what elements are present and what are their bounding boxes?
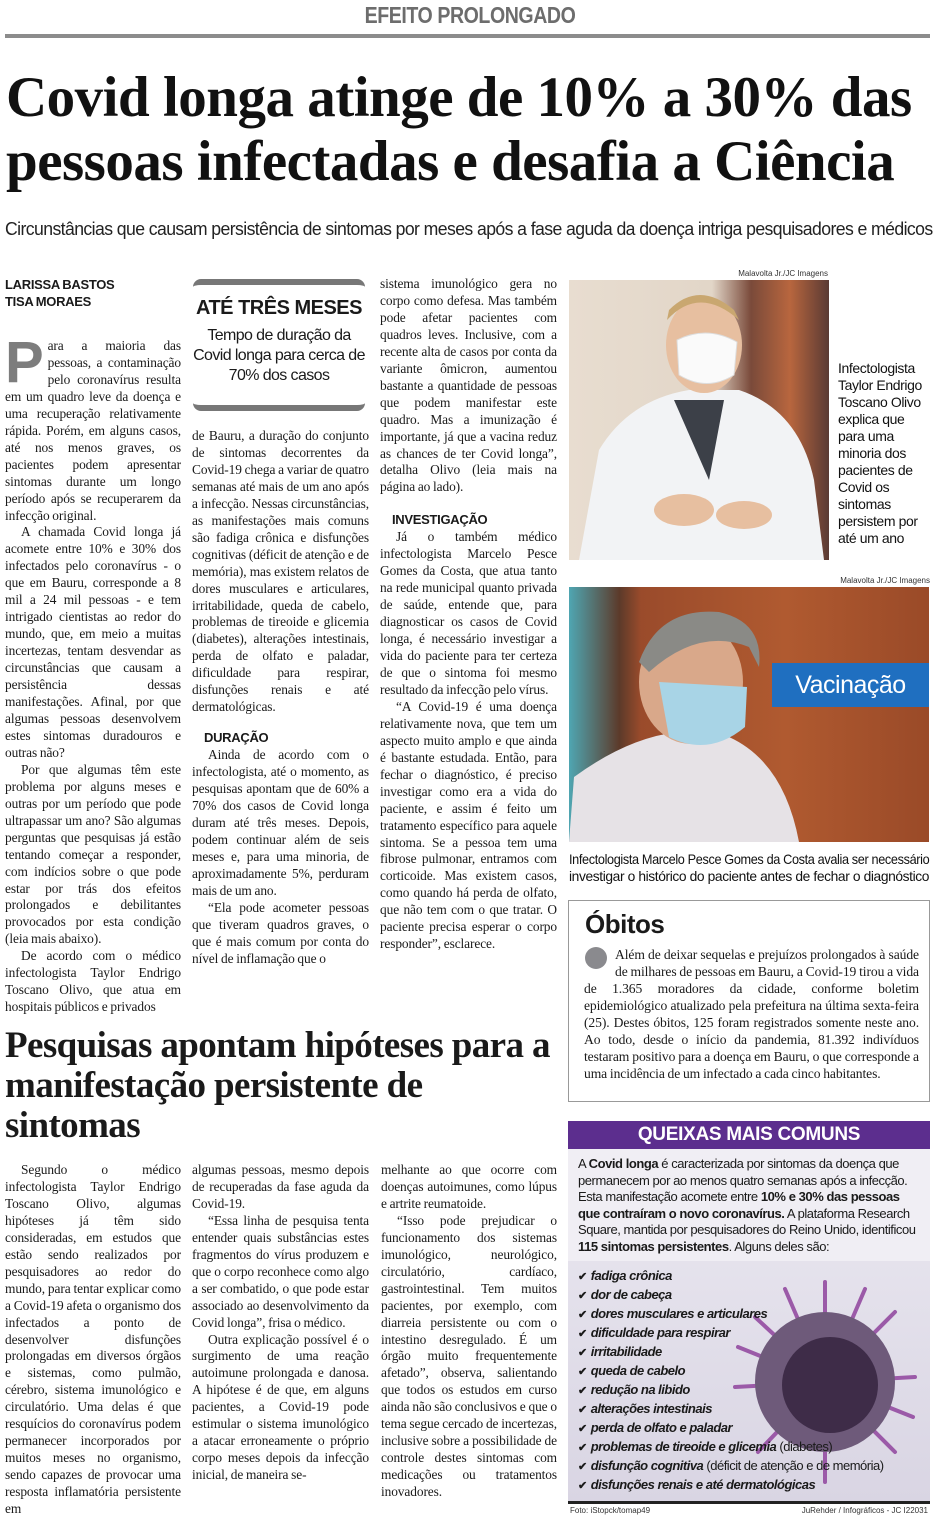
symptom-item: ✔ dor de cabeça bbox=[578, 1287, 672, 1302]
obitos-text: Além de deixar sequelas e prejuízos prolongados à saúde de milhares de pessoas em Bauru, a Covid-19 tirou a vida de 1.365 moradores da cidade, conforme boletim epidemiológico atualizado pela prefeitura na última sexta-feira (25). Destes óbitos, 125 foram registrados somente neste ano. Ao todo, desde o início da pandemia, 81.392 indivíduos testaram positivo para a doença em Bauru, o que corresponde a uma incidência de um infectado a cada cinco habitantes. bbox=[584, 947, 919, 1081]
photo-caption-2: Infectologista Marcelo Pesce Gomes da Costa avalia ser necessário investigar o histórico do paciente antes de fechar o diagnóstico bbox=[569, 851, 930, 884]
article-column-3 bbox=[380, 276, 557, 953]
obitos-box bbox=[568, 900, 930, 1102]
symptom-item: ✔ problemas de tireoide e glicemia (diabetes) bbox=[578, 1439, 833, 1454]
photo-credit: Foto: iStopck/tomap49 bbox=[570, 1506, 651, 1515]
symptom-item: ✔ dificuldade para respirar bbox=[578, 1325, 730, 1340]
bottom-column-2 bbox=[192, 1162, 369, 1484]
secondary-headline: Pesquisas apontam hipóteses para a manifestação persistente de sintomas bbox=[5, 1025, 550, 1146]
obitos-title: Óbitos bbox=[585, 909, 665, 939]
section-kicker: EFEITO PROLONGADO bbox=[364, 2, 576, 28]
check-icon: ✔ bbox=[578, 1423, 587, 1435]
symptom-item: ✔ dores musculares e articulares bbox=[578, 1306, 768, 1321]
check-icon: ✔ bbox=[578, 1461, 587, 1473]
subheading-investigacao: INVESTIGAÇÃO bbox=[392, 512, 488, 528]
paragraph: Para a maioria das pessoas, a contaminação pelo coronavírus resulta em um quadro leve da doença e uma recuperação relativamente rápida. Porém, em alguns casos, até nos menos graves, os pacientes podem apresentar sintomas durante um longo período após se recuperarem da infecção original. bbox=[5, 330, 181, 523]
check-icon: ✔ bbox=[578, 1309, 587, 1321]
symptom-item: ✔ disfunções renais e até dermatológicas bbox=[578, 1477, 816, 1492]
queixas-infobox bbox=[568, 1121, 930, 1501]
paragraph: De acordo com o médico infectologista Taylor Endrigo Toscano Olivo, que atua em hospitais públicos e privados bbox=[5, 948, 181, 1015]
infobox-divider bbox=[568, 1501, 930, 1504]
check-icon: ✔ bbox=[578, 1328, 587, 1340]
pull-quote-title: ATÉ TRÊS MESES bbox=[196, 297, 362, 319]
paragraph: “Ela pode acometer pessoas que tiveram quadros graves, o que é mais comum por conta do nível de inflamação que o bbox=[192, 899, 369, 966]
subtitle: Circunstâncias que causam persistência de sintomas por meses após a fase aguda da doença intriga pesquisadores e médicos bbox=[5, 219, 933, 239]
symptom-item: ✔ alterações intestinais bbox=[578, 1401, 712, 1416]
check-icon: ✔ bbox=[578, 1404, 587, 1416]
pull-quote-box bbox=[193, 279, 365, 411]
doctor-illustration bbox=[569, 587, 929, 842]
symptom-item: ✔ perda de olfato e paladar bbox=[578, 1420, 733, 1435]
symptom-list bbox=[568, 1261, 930, 1495]
infographic-credit: JuRehder / Infográficos - JC I22031 bbox=[801, 1506, 928, 1515]
check-icon: ✔ bbox=[578, 1385, 587, 1397]
check-icon: ✔ bbox=[578, 1290, 587, 1302]
headline: Covid longa atinge de 10% a 30% das pessoas infectadas e desafia a Ciência bbox=[6, 66, 912, 193]
photo-caption-1: Infectologista Taylor Endrigo Toscano Olivo explica que para uma minoria dos pacientes de Covid os sintomas persistem por até um ano bbox=[838, 360, 922, 546]
check-icon: ✔ bbox=[578, 1271, 587, 1283]
photo-credit: Malavolta Jr./JC Imagens bbox=[738, 269, 828, 278]
bottom-column-1 bbox=[5, 1162, 181, 1518]
check-icon: ✔ bbox=[578, 1480, 587, 1492]
photo-credit: Malavolta Jr./JC Imagens bbox=[840, 576, 930, 585]
paragraph: “Isso pode prejudicar o funcionamento dos sistemas imunológico, neurológico, circulatório, cardíaco, gastrointestinal. Tem muitos pacientes, por exemplo, com diarreia persistente ou com o intestino desregulado. É um órgão muito frequentemente afetado”, observa, salientando que todos os estudos em curso ainda não são conclusivos e que o tema segue cercado de incertezas, inclusive sobre a possibilidade de controle destes sintomas com medicações ou tratamentos inovadores. bbox=[381, 1212, 557, 1500]
paragraph: Já o também médico infectologista Marcelo Pesce Gomes da Costa, que atua tanto na rede municipal quanto privada de saúde, entende que, para diagnosticar os casos de Covid longa, é necessário investigar a vida do paciente para ter certeza de que o sintoma foi mesmo resultado da infecção pelo vírus. bbox=[380, 529, 557, 697]
drop-cap: P bbox=[5, 330, 44, 395]
queixas-intro: A Covid longa é caracterizada por sintomas da doença que permanecem por ao menos quatro semanas após a infecção. Esta manifestação acomete entre 10% e 30% das pessoas que contraíram o novo coronavírus. A plataforma Research Square, mantida por pesquisadores do Reino Unido, identificou 115 sintomas persistentes. Alguns deles são: bbox=[568, 1149, 930, 1261]
paragraph: algumas pessoas, mesmo depois de recuperadas da fase aguda da Covid-19. bbox=[192, 1162, 369, 1211]
paragraph: sistema imunológico gera no corpo como defesa. Mas também pode afetar pacientes com quadros leves. Inclusive, com a recente alta de casos por conta da variante ômicron, aumentou bastante a quantidade de pessoas que podem manifestar este quadro. Mas a imunização é importante, já que a vacina reduz as chances de ter Covid longa”, detalha Olivo (leia mais na página ao lado). bbox=[380, 276, 557, 495]
paragraph: “A Covid-19 é uma doença relativamente nova, que tem um aspecto muito amplo e que ainda é bastante estudada. Então, para fechar o diagnóstico, é preciso investigar como era a vida do paciente, e assim é feito um tratamento específico para aquele sintoma. Se a pessoa tem uma fibrose pulmonar, entramos com corticoide. Mas existem casos, como quando há perda de olfato, que não tem com o que tratar. O paciente precisa esperar o corpo responder”, esclarece. bbox=[380, 698, 557, 952]
author-name: LARISSA BASTOS bbox=[5, 277, 115, 292]
kicker-divider bbox=[5, 34, 930, 38]
paragraph: melhante ao que ocorre com doenças autoimunes, como lúpus e artrite reumatoide. bbox=[381, 1162, 557, 1211]
photo-marcelo-costa bbox=[569, 587, 929, 842]
bullet-circle-icon bbox=[585, 947, 607, 969]
queixas-title: QUEIXAS MAIS COMUNS bbox=[568, 1121, 930, 1149]
article-column-2 bbox=[192, 428, 369, 968]
check-icon: ✔ bbox=[578, 1442, 587, 1454]
vacinacao-sign: Vacinação bbox=[772, 663, 929, 707]
article-column-1 bbox=[5, 276, 181, 1016]
subheading-duracao: DURAÇÃO bbox=[204, 730, 269, 746]
doctor-illustration bbox=[569, 280, 829, 560]
symptom-item: ✔ redução na libido bbox=[578, 1382, 690, 1397]
paragraph: “Essa linha de pesquisa tenta entender quais substâncias estes fragmentos do vírus produzem e que o corpo reconhece como algo a ser combatido, o que pode estar associado ao desenvolvimento da Covid longa”, frisa o médico. bbox=[192, 1212, 369, 1330]
symptom-item: ✔ irritabilidade bbox=[578, 1344, 662, 1359]
symptom-item: ✔ queda de cabelo bbox=[578, 1363, 686, 1378]
check-icon: ✔ bbox=[578, 1347, 587, 1359]
paragraph: Segundo o médico infectologista Taylor Endrigo Toscano Olivo, algumas hipóteses já têm sido consideradas, em estudos que estão sendo realizados por pesquisadores ao redor do mundo, para tentar explicar como a Covid-19 afeta o organismo dos infectados a ponto de desenvolver disfunções prolongadas em diversos órgãos e sistemas, como pulmão, cérebro, sistema imunológico e circulatório. Uma delas é que resquícios do coronavírus podem permanecer incorporados por muitos meses no organismo, sendo capazes de provocar uma resposta inflamatória persistente em bbox=[5, 1162, 181, 1517]
pull-quote-text: Tempo de duração da Covid longa para cerca de 70% dos casos bbox=[193, 327, 365, 384]
byline bbox=[5, 276, 181, 310]
symptom-item: ✔ disfunção cognitiva (déficit de atenção e de memória) bbox=[578, 1458, 884, 1473]
check-icon: ✔ bbox=[578, 1366, 587, 1378]
paragraph: de Bauru, a duração do conjunto de sintomas decorrentes da Covid-19 chega a variar de quatro semanas até mais de um ano após a infecção. Nessas circunstâncias, as manifestações mais comuns são fadiga crônica e disfunções cognitivas (déficit de atenção e de memória), mas existem relatos de dores musculares e articulares, irritabilidade, queda de cabelo, problemas de tireoide e glicemia (diabetes), alterações intestinais, perda de olfato e paladar, dificuldade para respirar, disfunções renais e até dermatológicas. bbox=[192, 428, 369, 715]
author-name: TISA MORAES bbox=[5, 294, 92, 309]
bottom-column-3 bbox=[381, 1162, 557, 1501]
photo-taylor-olivo bbox=[569, 280, 829, 560]
symptom-item: ✔ fadiga crônica bbox=[578, 1268, 672, 1283]
paragraph: Ainda de acordo com o infectologista, até o momento, as pesquisas apontam que de 60% a 70% dos casos de Covid longa duram até três meses. Depois, podem continuar além de seis meses e, para uma minoria, de aproximadamente 5%, perduram mais de um ano. bbox=[192, 747, 369, 898]
paragraph: Por que algumas têm este problema por alguns meses e outras por um período que pode ultrapassar um ano? São algumas perguntas que pesquisas já estão tentando começar a responder, com indícios sobre o que pode estar por trás dos efeitos prolongados e debilitantes provocados por esta condição (leia mais abaixo). bbox=[5, 761, 181, 947]
paragraph: A chamada Covid longa já acomete entre 10% e 30% dos infectados pelo coronavírus - o que em Bauru, corresponde a 8 mil a 24 mil pessoas - e tem intrigado cientistas ao redor do mundo, que, em meio a muitas incertezas, tentam desvendar as circunstâncias que causam a persistência dessas manifestações. Afinal, por que algumas pessoas desenvolvem estes sintomas duradouros e outras não? bbox=[5, 524, 181, 760]
paragraph: Outra explicação possível é o surgimento de uma reação autoimune prolongada e danosa. A hipótese é de que, em alguns pacientes, a Covid-19 pode estimular o sistema imunológico a atacar erroneamente o próprio corpo meses depois da infecção inicial, de maneira se- bbox=[192, 1331, 369, 1483]
